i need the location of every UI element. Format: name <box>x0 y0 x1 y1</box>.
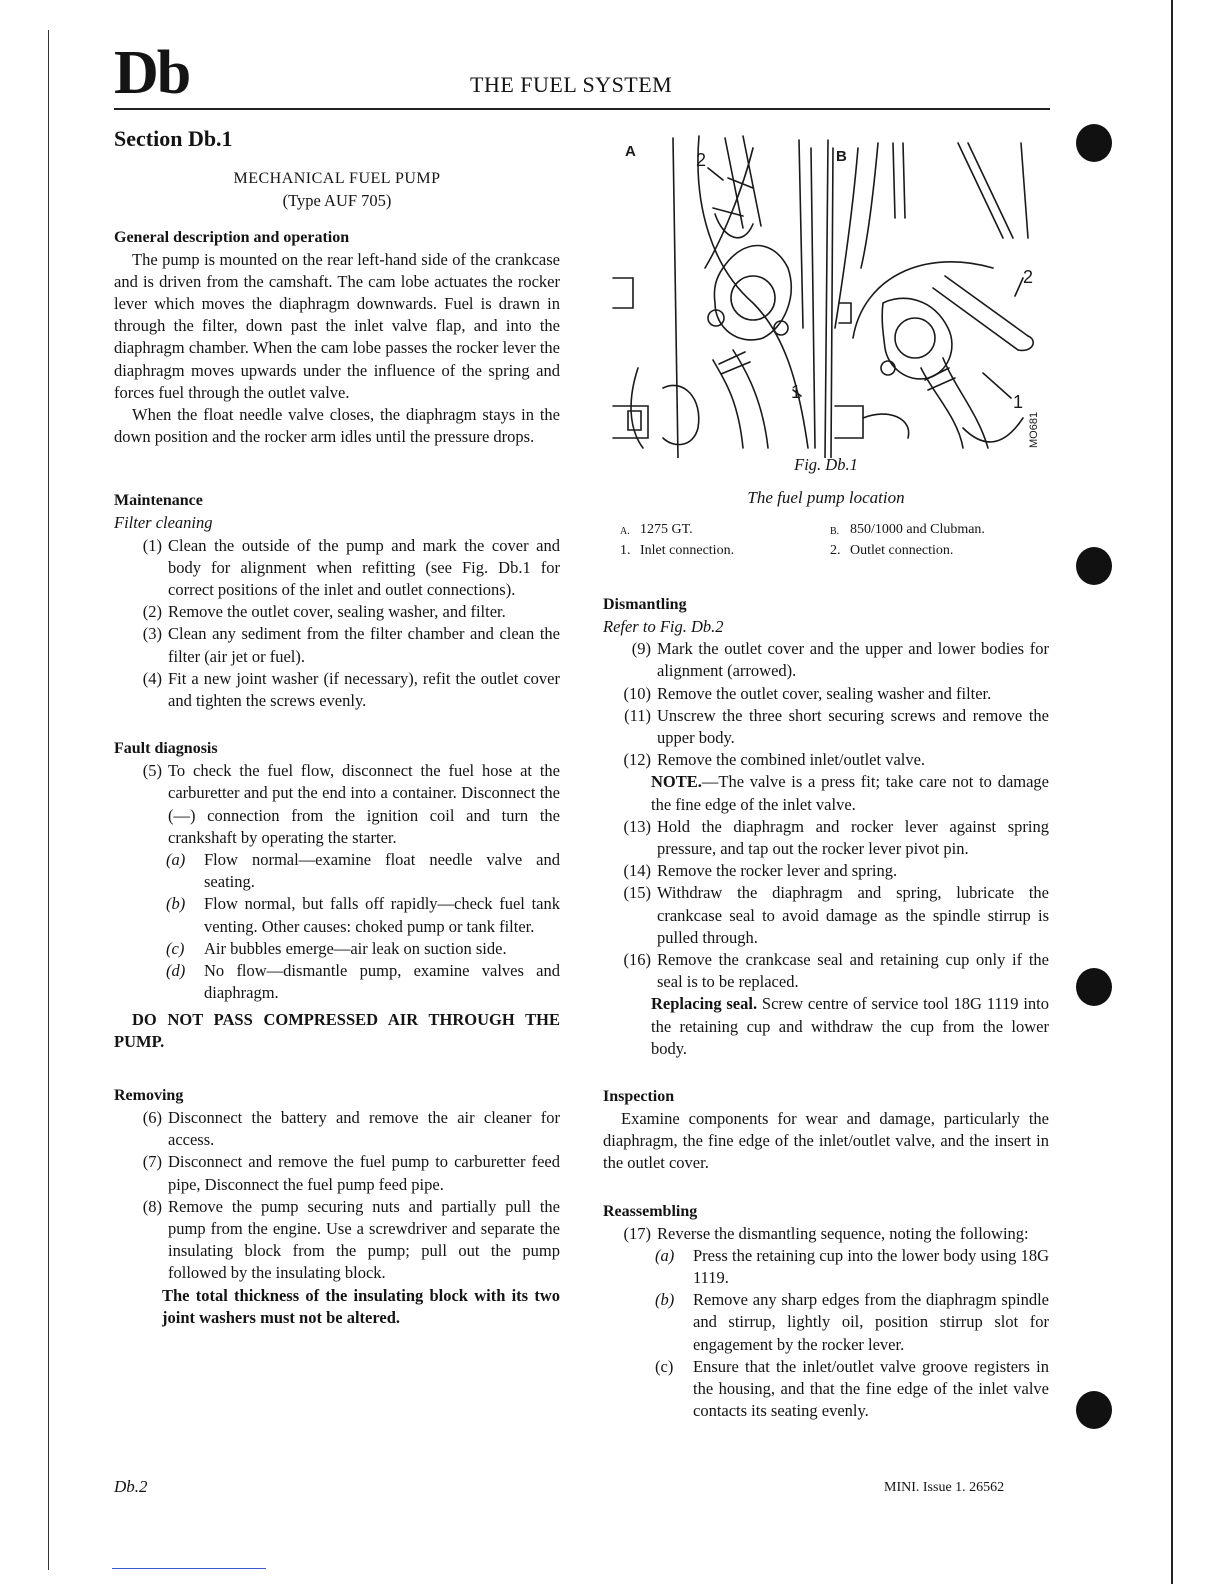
inspection-text: Examine components for wear and damage, particularly the diaphragm, the fine edge of the inlet/outlet valve, and the insert in the outlet cover. <box>603 1109 1049 1173</box>
section-title: Section Db.1 <box>114 126 233 151</box>
item-text: Disconnect the battery and remove the air cleaner for access. <box>168 1107 560 1150</box>
page-title: THE FUEL SYSTEM <box>470 72 673 97</box>
legend-key: A. <box>620 526 630 537</box>
general-paragraph-2: When the float needle valve closes, the diaphragm stays in the down position and the rocker arm idles until the pressure drops. <box>114 405 560 447</box>
item-number: (1) <box>142 535 162 555</box>
note-label: NOTE. <box>651 772 702 792</box>
item-number: (11) <box>624 705 651 725</box>
legend-row <box>620 520 1040 541</box>
item-text: Remove the rocker lever and spring. <box>657 861 898 881</box>
list-item <box>603 749 1049 771</box>
list-item <box>603 638 1049 682</box>
filter-cleaning-subheading: Filter cleaning <box>114 513 213 533</box>
left-column <box>114 128 560 1329</box>
replacing-seal-label: Replacing seal. <box>651 994 758 1014</box>
right-column <box>603 580 1049 1423</box>
list-item <box>603 949 1049 993</box>
item-text: Reverse the dismantling sequence, noting the following: <box>657 1223 1029 1243</box>
replacing-seal-text: Screw centre of service tool 18G 1119 into the retaining cup and withdraw the cup from the lower body. <box>651 994 1049 1058</box>
note-text: —The valve is a press fit; take care not to damage the fine edge of the inlet valve. <box>651 772 1049 814</box>
sub-list-item <box>114 938 560 960</box>
list-item <box>603 705 1049 749</box>
insulating-block-note: The total thickness of the insulating block with its two joint washers must not be altered. <box>162 1285 560 1327</box>
item-number: (17) <box>623 1223 651 1243</box>
dismantling-heading: Dismantling <box>603 596 687 613</box>
inspection-heading: Inspection <box>603 1088 675 1106</box>
list-item <box>114 623 560 667</box>
page-edge-line-right <box>1171 0 1173 1584</box>
sub-list-item <box>114 849 560 893</box>
item-text: Remove the pump securing nuts and partially pull the pump from the engine. Use a screwdriver and separate the insulating block from the pump; pull out the pump followed by the insulating block. <box>168 1196 560 1283</box>
warning-text: DO NOT PASS COMPRESSED AIR THROUGH THE PUMP. <box>114 1009 560 1051</box>
legend-text: 1275 GT. <box>640 522 693 537</box>
sub-list-item <box>603 1356 1049 1423</box>
list-item <box>603 816 1049 860</box>
reassembling-heading: Reassembling <box>603 1202 698 1220</box>
item-text: Remove the crankcase seal and retaining cup only if the seal is to be replaced. <box>657 950 1049 992</box>
item-text: Remove the outlet cover, sealing washer, and filter. <box>168 602 506 622</box>
figure-legend <box>620 520 1040 560</box>
removing-heading: Removing <box>114 1086 184 1104</box>
item-number: (13) <box>623 816 651 836</box>
list-item <box>114 760 560 849</box>
legend-text: Outlet connection. <box>850 543 954 558</box>
item-number: (9) <box>631 639 651 659</box>
binder-hole <box>1076 124 1112 162</box>
sub-item-letter: (a) <box>166 850 186 870</box>
list-item <box>114 535 560 602</box>
fault-diagnosis-heading: Fault diagnosis <box>114 740 218 758</box>
legend-entry <box>620 520 830 541</box>
sub-item-letter: (d) <box>166 961 186 981</box>
list-item <box>603 1223 1049 1245</box>
item-text: Remove the combined inlet/outlet valve. <box>657 750 926 770</box>
item-text: Unscrew the three short securing screws and remove the upper body. <box>657 705 1049 748</box>
item-number: (2) <box>142 602 162 622</box>
section-logo: Db <box>114 39 190 107</box>
maintenance-heading: Maintenance <box>114 492 203 510</box>
callout-2-panel-a: 2 <box>696 150 707 170</box>
sub-item-text: Air bubbles emerge—air leak on suction side. <box>204 938 507 958</box>
list-item <box>114 1196 560 1285</box>
legend-key: 2. <box>830 543 841 558</box>
legend-row <box>620 541 1040 560</box>
item-number: (10) <box>623 683 651 703</box>
sub-item-letter: (c) <box>655 1356 674 1376</box>
pump-name: MECHANICAL FUEL PUMP <box>233 170 441 188</box>
item-number: (6) <box>142 1107 162 1127</box>
sub-item-text: Remove any sharp edges from the diaphragm spindle and stirrup, lightly oil, position stirrup slot for engagement by the rocker lever. <box>693 1290 1049 1354</box>
item-number: (7) <box>142 1152 162 1172</box>
sub-item-letter: (a) <box>655 1245 675 1265</box>
legend-entry <box>830 520 1040 541</box>
item-number: (3) <box>142 624 162 644</box>
item-text: Hold the diaphragm and rocker lever against spring pressure, and tap out the rocker lever pivot pin. <box>657 816 1049 859</box>
sub-item-text: Press the retaining cup into the lower body using 18G 1119. <box>693 1245 1049 1288</box>
list-item <box>114 1107 560 1151</box>
legend-key: 1. <box>620 543 631 558</box>
item-text: Clean any sediment from the filter chamber and clean the filter (air jet or fuel). <box>168 624 560 666</box>
replacing-seal-note <box>603 993 1049 1060</box>
list-item <box>114 1151 560 1195</box>
list-item <box>603 683 1049 705</box>
sub-item-text: Ensure that the inlet/outlet valve groove registers in the housing, and that the fine edge of the inlet valve contacts its seating evenly. <box>693 1356 1049 1421</box>
item-text: Disconnect and remove the fuel pump to carburetter feed pipe, Disconnect the fuel pump feed pipe. <box>168 1152 560 1194</box>
issue-info: MINI. Issue 1. 26562 <box>884 1480 1005 1495</box>
legend-text: 850/1000 and Clubman. <box>850 522 985 537</box>
sub-list-item <box>603 1289 1049 1356</box>
item-number: (14) <box>623 861 651 881</box>
page-number: Db.2 <box>114 1477 148 1496</box>
sub-item-letter: (b) <box>655 1290 675 1310</box>
item-number: (12) <box>623 750 651 770</box>
dismantling-reference: Refer to Fig. Db.2 <box>603 617 724 636</box>
page-edge-line <box>48 30 49 1570</box>
sub-list-item <box>114 893 560 937</box>
list-item <box>603 882 1049 949</box>
item-number: (16) <box>623 950 651 970</box>
fuel-pump-figure <box>603 128 1049 458</box>
pump-type: (Type AUF 705) <box>282 191 392 211</box>
header-rule <box>114 108 1050 110</box>
binder-hole <box>1076 547 1112 585</box>
sub-item-letter: (c) <box>166 938 185 958</box>
fuel-pump-illustration <box>603 128 1049 458</box>
item-number: (8) <box>142 1196 162 1216</box>
sub-list-item <box>114 960 560 1004</box>
panel-a-label: A <box>625 143 636 160</box>
list-item <box>603 860 1049 882</box>
valve-note <box>603 771 1049 815</box>
general-paragraph-1: The pump is mounted on the rear left-hand side of the crankcase and is driven from the camshaft. The cam lobe actuates the rocker lever which moves the diaphragm downwards. Fuel is drawn in through the filter, down past the inlet valve flap, and into the diaphragm chamber. When the cam lobe passes the rocker lever the diaphragm moves upwards under the influence of the spring and forces fuel through the outlet valve. <box>114 249 560 402</box>
callout-2-panel-b: 2 <box>1023 267 1034 287</box>
legend-entry <box>620 541 830 560</box>
panel-b-label: B <box>836 148 847 165</box>
item-number: (5) <box>142 761 162 781</box>
figure-reference-code: MO681 <box>1028 411 1040 448</box>
sub-item-text: No flow—dismantle pump, examine valves and diaphragm. <box>204 961 560 1003</box>
legend-key: B. <box>830 526 840 537</box>
binder-hole <box>1076 1391 1112 1429</box>
item-number: (4) <box>142 668 162 688</box>
list-item <box>114 668 560 712</box>
sub-list-item <box>603 1245 1049 1289</box>
binder-hole <box>1076 968 1112 1006</box>
sub-item-text: Flow normal—examine float needle valve and seating. <box>204 850 560 892</box>
item-number: (15) <box>623 883 651 903</box>
list-item <box>114 601 560 623</box>
scan-mark <box>112 1568 266 1569</box>
item-text: Mark the outlet cover and the upper and lower bodies for alignment (arrowed). <box>657 639 1049 681</box>
sub-item-letter: (b) <box>166 894 186 914</box>
legend-text: Inlet connection. <box>640 543 735 558</box>
callout-1-panel-a: 1 <box>791 382 802 402</box>
legend-entry <box>830 541 1040 560</box>
item-text: Withdraw the diaphragm and spring, lubricate the crankcase seal to avoid damage as the spindle stirrup is pulled through. <box>657 883 1049 947</box>
item-text: Clean the outside of the pump and mark the cover and body for alignment when refitting (see Fig. Db.1 for correct positions of the inlet and outlet connections). <box>168 535 560 600</box>
sub-item-text: Flow normal, but falls off rapidly—check fuel tank venting. Other causes: choked pump or tank filter. <box>204 894 560 936</box>
callout-1-panel-b: 1 <box>1013 392 1024 412</box>
figure-subtitle: The fuel pump location <box>747 488 905 507</box>
general-heading: General description and operation <box>114 228 350 246</box>
figure-caption: Fig. Db.1 <box>794 455 858 474</box>
item-text: Remove the outlet cover, sealing washer and filter. <box>657 683 992 703</box>
item-text: To check the fuel flow, disconnect the fuel hose at the carburetter and put the end into a container. Disconnect the (—) connection from the ignition coil and turn the crankshaft by operating the starter. <box>168 761 560 847</box>
item-text: Fit a new joint washer (if necessary), refit the outlet cover and tighten the screws evenly. <box>168 668 560 711</box>
